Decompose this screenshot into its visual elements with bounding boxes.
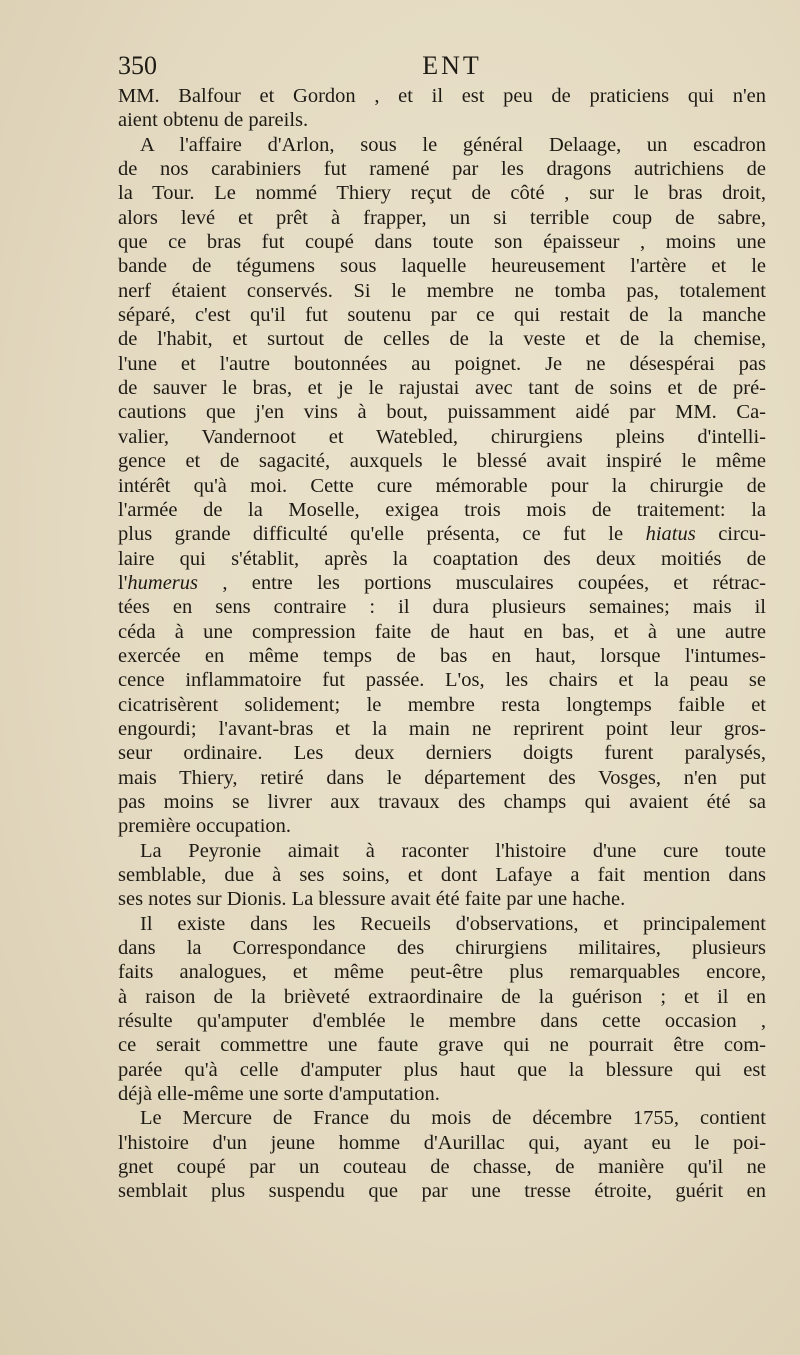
page-header — [118, 48, 766, 84]
text-line: seur ordinaire. Les deux derniers doigts furent paralysés, — [118, 742, 766, 765]
text-line: déjà elle-même une sorte d'amputation. — [118, 1083, 440, 1106]
text-line: La Peyronie aimait à raconter l'histoire d'une cure toute — [140, 839, 766, 862]
body-text — [118, 84, 766, 1204]
text-line: première occupation. — [118, 815, 292, 838]
text-line: Le Mercure de France du mois de décembre 1755, contient — [140, 1107, 766, 1130]
page-number: 350 — [118, 51, 157, 80]
text-line: de nos carabiniers fut ramené par les dragons autrichiens de — [118, 158, 766, 181]
text-line: l'histoire d'un jeune homme d'Aurillac qui, ayant eu le poi- — [118, 1131, 766, 1154]
text-line: dans la Correspondance des chirurgiens militaires, plusieurs — [118, 937, 766, 960]
text-line: alors levé et prêt à frapper, un si terrible coup de sabre, — [118, 206, 766, 229]
text-line: aient obtenu de pareils. — [118, 109, 309, 132]
text-line: intérêt qu'à moi. Cette cure mémorable pour la chirurgie de — [118, 474, 766, 497]
text-line: MM. Balfour et Gordon , et il est peu de praticiens qui n'en — [118, 85, 766, 107]
text-line: tées en sens contraire : il dura plusieurs semaines; mais il — [118, 596, 766, 619]
text-line: ce serait commettre une faute grave qui ne pourrait être com- — [118, 1034, 766, 1057]
text-line: exercée en même temps de bas en haut, lorsque l'intumes- — [118, 644, 766, 667]
text-line: céda à une compression faite de haut en bas, et à une autre — [118, 620, 766, 643]
text-line: cicatrisèrent solidement; le membre resta longtemps faible et — [118, 693, 766, 716]
running-head: ENT — [422, 51, 482, 80]
text-line: valier, Vandernoot et Watebled, chirurgiens pleins d'intelli- — [118, 425, 766, 448]
text-line: plus grande difficulté qu'elle présenta, ce fut le hiatus circu- — [118, 523, 766, 546]
text-line: mais Thiery, retiré dans le département des Vosges, n'en put — [118, 766, 766, 789]
text-line: parée qu'à celle d'amputer plus haut que la blessure qui est — [118, 1058, 766, 1081]
text-line: gnet coupé par un couteau de chasse, de manière qu'il ne — [118, 1156, 766, 1179]
text-line: ses notes sur Dionis. La blessure avait été faite par une hache. — [118, 888, 626, 911]
text-line: séparé, c'est qu'il fut soutenu par ce qui restait de la manche — [118, 304, 766, 327]
text-line: l'humerus , entre les portions musculaires coupées, et rétrac- — [118, 571, 766, 594]
text-line: la Tour. Le nommé Thiery reçut de côté , sur le bras droit, — [118, 182, 766, 205]
text-line: laire qui s'établit, après la coaptation des deux moitiés de — [118, 547, 766, 570]
text-line: A l'affaire d'Arlon, sous le général Delaage, un escadron — [140, 133, 766, 156]
text-line: que ce bras fut coupé dans toute son épaisseur , moins une — [118, 231, 766, 254]
text-line: pas moins se livrer aux travaux des champs qui avaient été sa — [118, 790, 766, 813]
text-line: gence et de sagacité, auxquels le blessé avait inspiré le même — [118, 450, 766, 473]
text-line: bande de tégumens sous laquelle heureusement l'artère et le — [118, 255, 766, 278]
text-line: semblait plus suspendu que par une tresse étroite, guérit en — [118, 1180, 766, 1203]
text-line: résulte qu'amputer d'emblée le membre dans cette occasion , — [118, 1010, 766, 1033]
text-line: cautions que j'en vins à bout, puissamment aidé par MM. Ca- — [118, 401, 766, 424]
text-line: faits analogues, et même peut-être plus remarquables encore, — [118, 961, 766, 984]
text-line: nerf étaient conservés. Si le membre ne tomba pas, totalement — [118, 279, 766, 302]
text-line: semblable, due à ses soins, et dont Lafaye a fait mention dans — [118, 864, 766, 886]
text-line: de sauver le bras, et je le rajustai avec tant de soins et de pré- — [118, 377, 766, 400]
text-line: Il existe dans les Recueils d'observations, et principalement — [140, 912, 766, 935]
text-line: engourdi; l'avant-bras et la main ne reprirent point leur gros- — [118, 717, 766, 740]
text-line: à raison de la brièveté extraordinaire de la guérison ; et il en — [118, 985, 766, 1008]
text-line: l'une et l'autre boutonnées au poignet. Je ne désespérai pas — [118, 352, 766, 375]
text-line: de l'habit, et surtout de celles de la veste et de la chemise, — [118, 328, 766, 351]
text-line: l'armée de la Moselle, exigea trois mois de traitement: la — [118, 498, 766, 521]
text-line: cence inflammatoire fut passée. L'os, les chairs et la peau se — [118, 669, 766, 692]
